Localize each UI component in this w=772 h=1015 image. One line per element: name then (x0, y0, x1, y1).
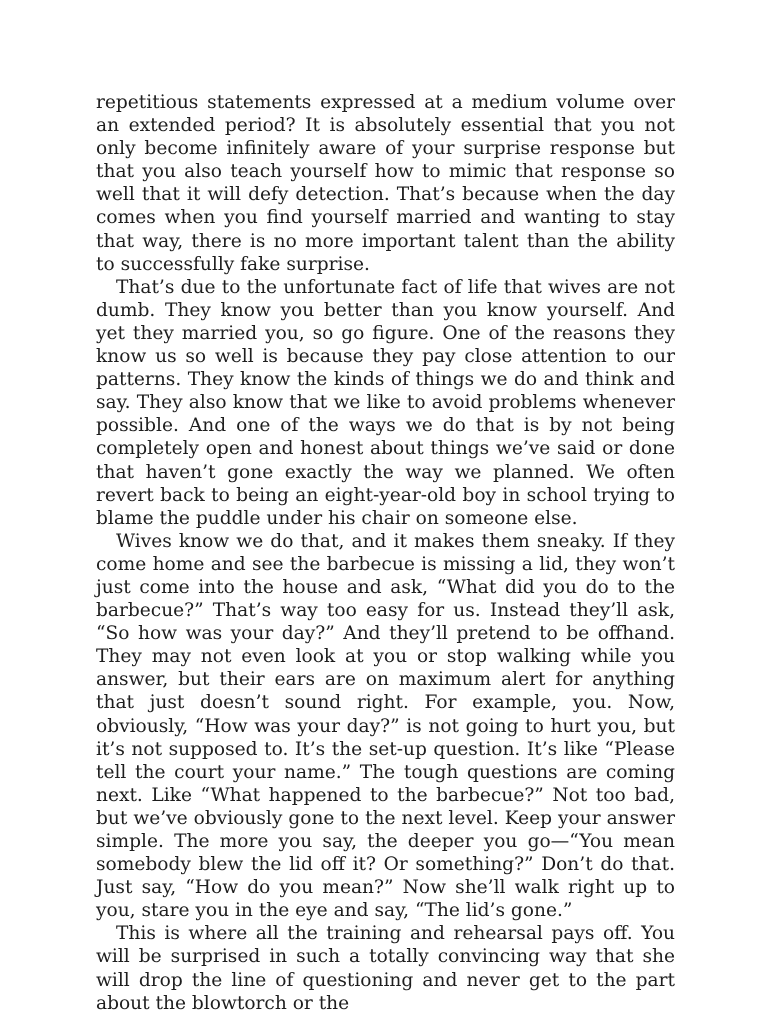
paragraph-1: repetitious statements expressed at a medium volume over an extended period? It is absolutely essential that you not only become infinitely aware of your surprise response but that you also teach yourself how to mimic that response so well that it will defy detection. That’s because when the day comes when you find yourself married and wanting to stay that way, there is no more important talent than the ability to successfully fake surprise. (96, 92, 675, 275)
book-page-text (96, 91, 675, 1015)
paragraph-3: Wives know we do that, and it makes them sneaky. If they come home and see the barbecue is missing a lid, they won’t just come into the house and ask, “What did you do to the barbecue?” That’s way too easy for us. Instead they’ll ask, “So how was your day?” And they’ll pretend to be offhand. They may not even look at you or stop walking while you answer, but their ears are on maximum alert for anything that just doesn’t sound right. For example, you. Now, obviously, “How was your day?” is not going to hurt you, but it’s not supposed to. It’s the set-up question. It’s like “Please tell the court your name.” The tough questions are coming next. Like “What happened to the barbecue?” Not too bad, but we’ve obviously gone to the next level. Keep your answer simple. The more you say, the deeper you go—“You mean somebody blew the lid off it? Or something?” Don’t do that. Just say, “How do you mean?” Now she’ll walk right up to you, stare you in the eye and say, “The lid’s gone.” (96, 530, 675, 922)
paragraph-2: That’s due to the unfortunate fact of life that wives are not dumb. They know you better than you know yourself. And yet they married you, so go figure. One of the reasons they know us so well is because they pay close attention to our patterns. They know the kinds of things we do and think and say. They also know that we like to avoid problems whenever possible. And one of the ways we do that is by not being completely open and honest about things we’ve said or done that haven’t gone exactly the way we planned. We often revert back to being an eight-year-old boy in school trying to blame the puddle under his chair on someone else. (96, 276, 675, 529)
paragraph-4: This is where all the training and rehearsal pays off. You will be surprised in such a totally convincing way that she will drop the line of questioning and never get to the part about the blowtorch or the (96, 923, 675, 1014)
